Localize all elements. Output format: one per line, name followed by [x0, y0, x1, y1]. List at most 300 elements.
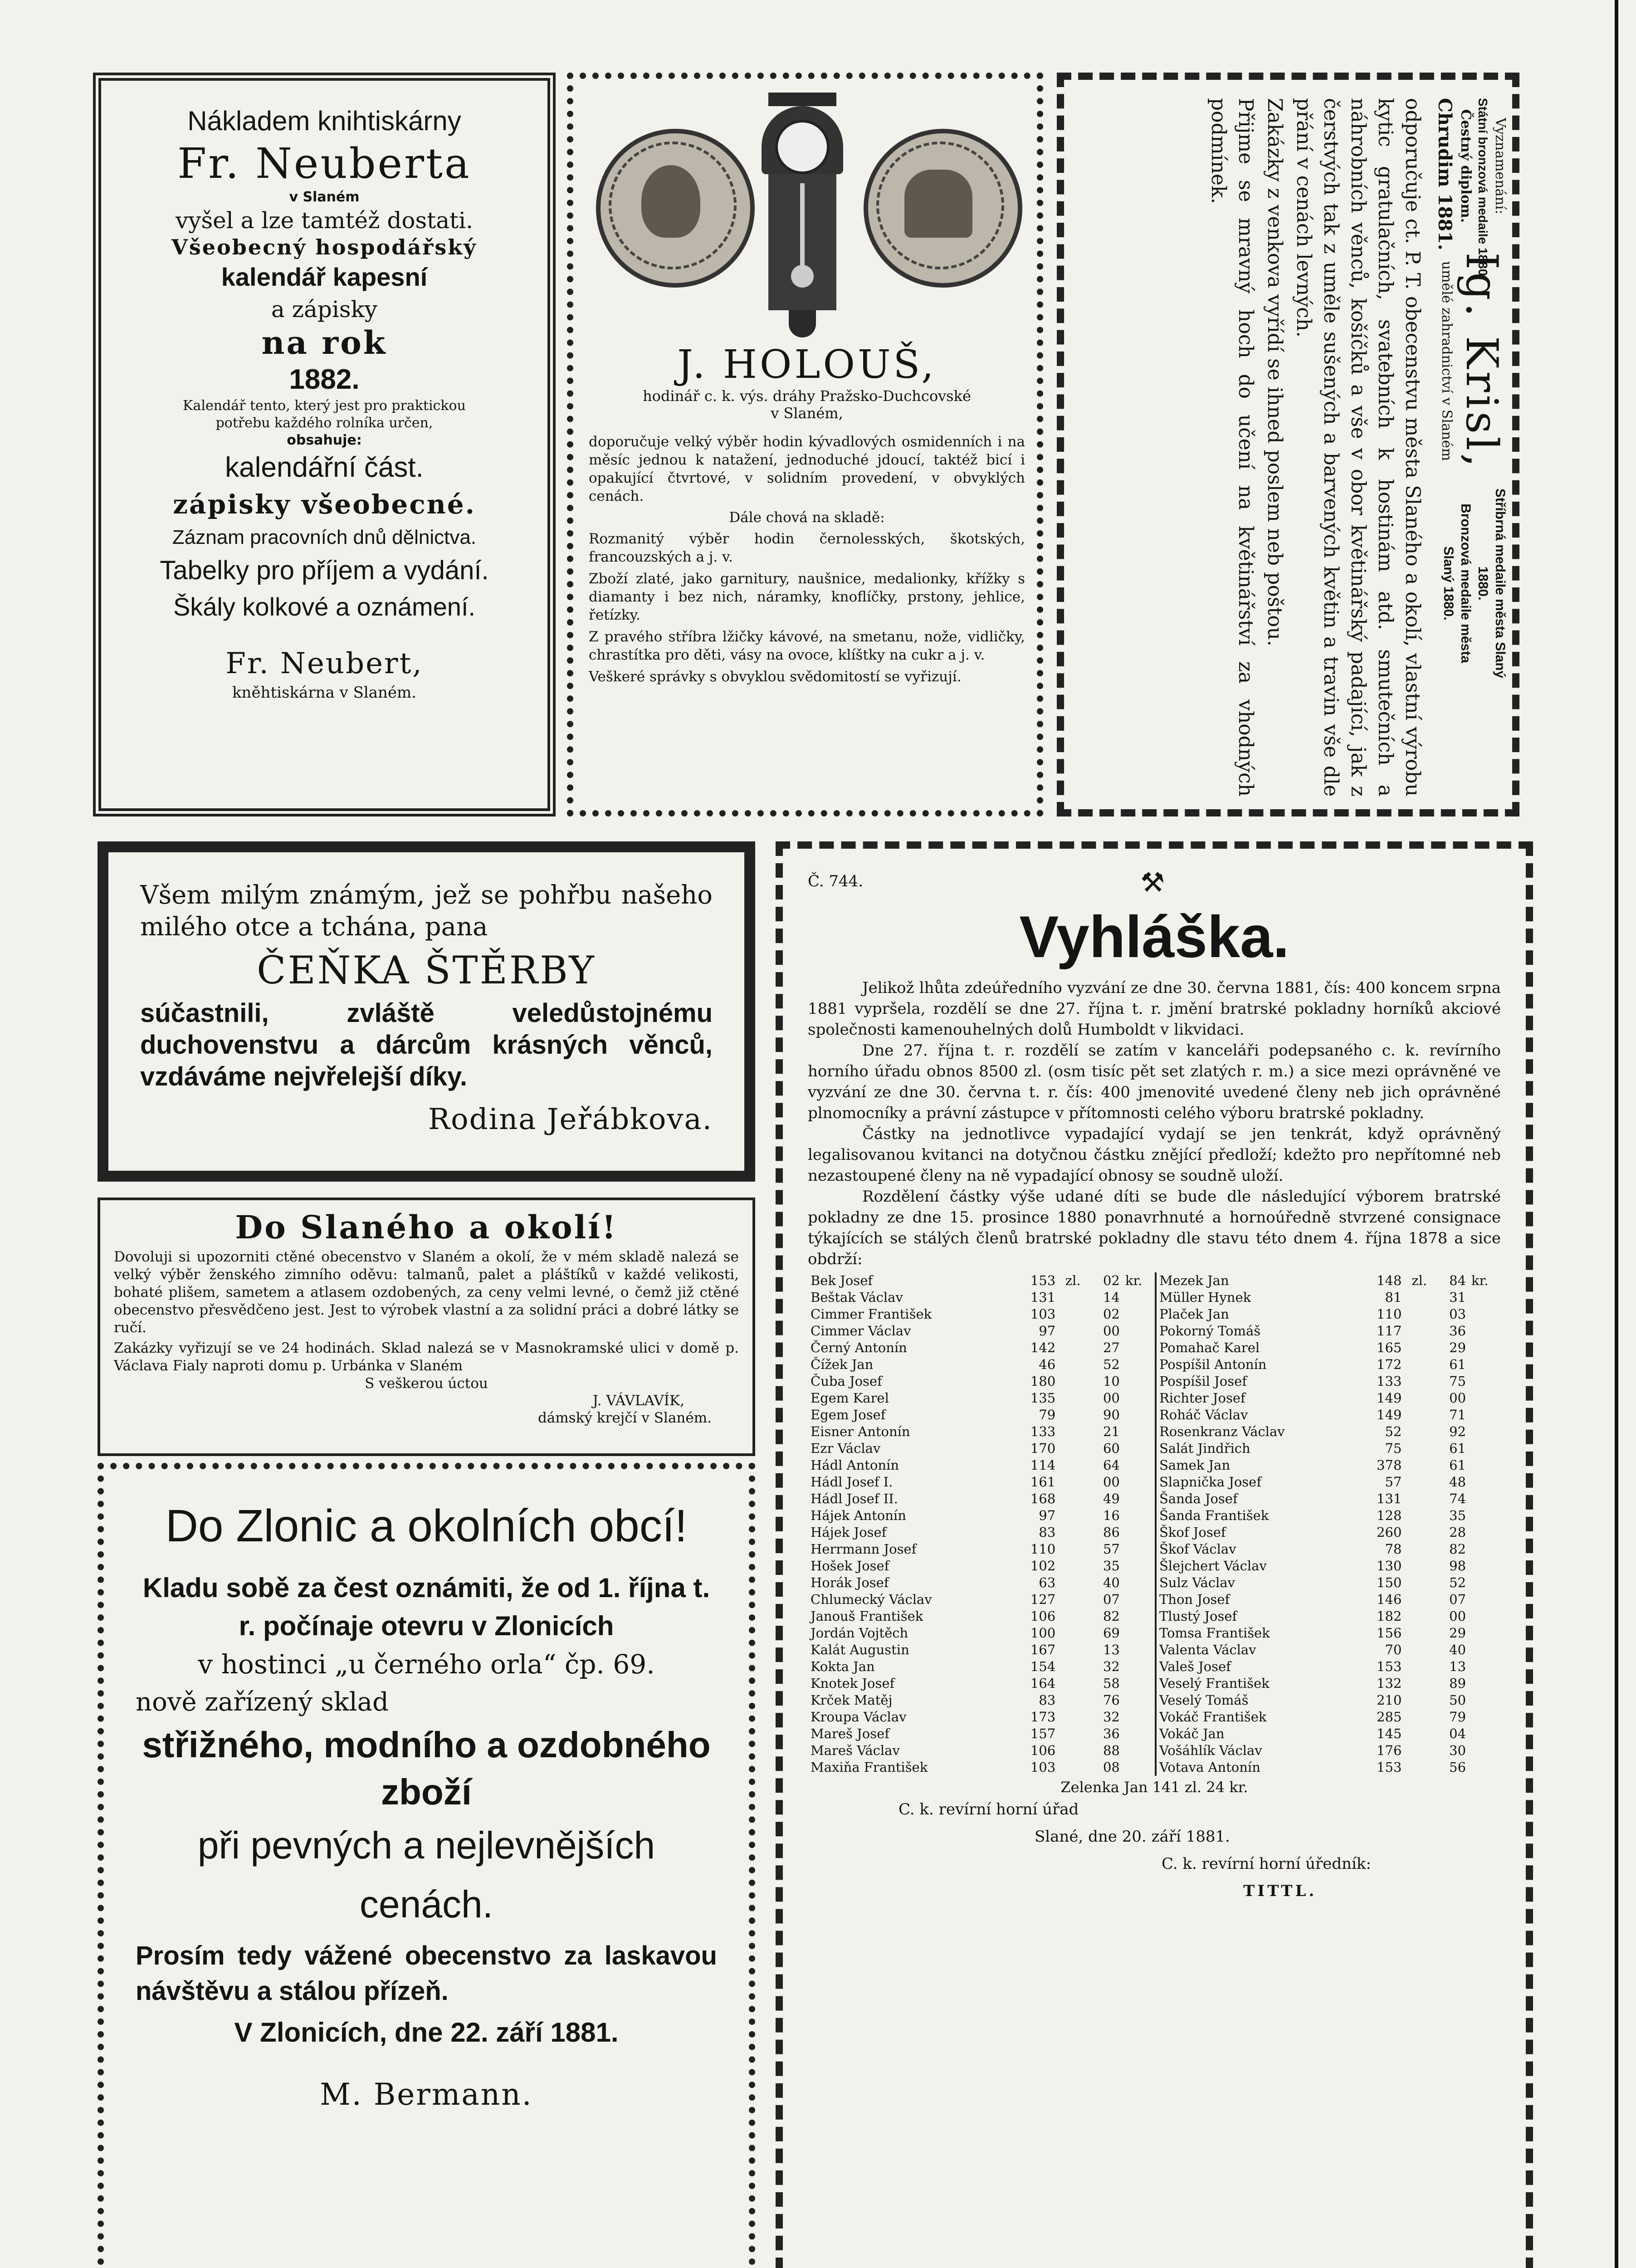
member-kr: 31 [1449, 1290, 1466, 1305]
member-kr: 36 [1449, 1323, 1466, 1339]
member-name: Pospíšil Antonín [1159, 1357, 1267, 1372]
member-kr: 40 [1449, 1642, 1466, 1657]
neubert-line-16: Tabelky pro příjem a vydání. [160, 556, 489, 585]
left_members-row [808, 1356, 1156, 1373]
right_members-row [1157, 1759, 1501, 1776]
member-sep [1058, 1457, 1088, 1474]
member-sep [1404, 1725, 1434, 1742]
right_members-row [1157, 1457, 1501, 1474]
zlonice-p2: v hostinci „u černého orla“ čp. 69. [198, 1649, 655, 1680]
zlonice-p3: nově zařízený sklad [136, 1687, 389, 1717]
member-zl: 63 [1039, 1575, 1056, 1590]
member-name: Pokorný Tomáš [1159, 1323, 1261, 1339]
left_members-row [808, 1608, 1156, 1625]
member-kr: 21 [1103, 1424, 1120, 1439]
right_members-row [1157, 1524, 1501, 1541]
right_members-row [1157, 1642, 1501, 1658]
right_members-row [1157, 1608, 1501, 1625]
member-kr: 00 [1103, 1390, 1120, 1406]
member-name: Čížek Jan [811, 1357, 874, 1372]
right_members-row [1157, 1574, 1501, 1591]
zlonice-p7: Prosím tedy vážené obecenstvo za laskavou návštěvu a stálou přízeň. [136, 1941, 717, 2006]
member-sep [1058, 1390, 1088, 1407]
member-zl: 117 [1377, 1323, 1402, 1339]
member-name: Hájek Josef [811, 1525, 887, 1540]
member-sep [1058, 1474, 1088, 1491]
neubert-signature-sub: kněhtiskárna v Slaném. [232, 684, 417, 702]
vyhlaska-paragraph-3: Částky na jednotlivce vypadající vydají se jen tenkrát, když oprávněný legalisovanou kvitanci na dotyčnou částku znějící předloží; kdežto pro nepřítomné neb nezastoupené členy na ně vypadající obnosy se soudně uloží. [808, 1125, 1501, 1185]
member-name: Veselý František [1159, 1676, 1270, 1691]
member-zl: 260 [1377, 1525, 1402, 1540]
member-kr: 36 [1103, 1726, 1120, 1741]
member-kr: 86 [1103, 1525, 1120, 1540]
member-zl: 153 [1377, 1760, 1402, 1775]
member-kr: 82 [1449, 1541, 1466, 1557]
right_members-row [1157, 1507, 1501, 1524]
member-name: Kalát Augustin [811, 1642, 909, 1657]
vyhlaska-office: C. k. revírní horní úřad [899, 1800, 1079, 1818]
krisl-medal-1: Stříbrná medaile města Slaný 1880. [1475, 488, 1508, 679]
member-kr: 69 [1103, 1625, 1120, 1641]
left_members-row [808, 1558, 1156, 1574]
member-sep [1058, 1491, 1088, 1507]
left_members-row [808, 1440, 1156, 1457]
krisl-honor-4: Chrudim 1881. [1434, 98, 1455, 250]
neubert-line-9: 1882. [289, 364, 360, 395]
zlonice-p1: Kladu sobě za čest oznámiti, že od 1. října t. r. počínaje otevru v Zlonicích [142, 1573, 710, 1641]
member-name: Černý Antonín [811, 1340, 907, 1355]
member-zl: 106 [1030, 1743, 1056, 1758]
member-zl: 102 [1030, 1558, 1056, 1574]
zlonice-ad [98, 1463, 755, 2268]
member-kr: 75 [1449, 1374, 1466, 1389]
member-zl: 133 [1030, 1424, 1056, 1439]
member-sep [1058, 1407, 1088, 1423]
member-sep [1058, 1373, 1088, 1390]
member-kr: 52 [1449, 1575, 1466, 1590]
member-name: Roháč Václav [1159, 1407, 1248, 1422]
member-sep [1058, 1625, 1088, 1642]
left_members-row [808, 1323, 1156, 1339]
member-sep [1058, 1289, 1088, 1306]
member-zl: 133 [1377, 1374, 1402, 1389]
member-kr: 90 [1103, 1407, 1120, 1422]
member-sep [1404, 1675, 1434, 1692]
left_members-row [808, 1591, 1156, 1608]
member-kr: 61 [1449, 1441, 1466, 1456]
member-name: Plaček Jan [1159, 1306, 1229, 1322]
member-name: Čuba Josef [811, 1374, 882, 1389]
member-zl: 103 [1030, 1306, 1056, 1322]
member-zl: 132 [1377, 1676, 1402, 1691]
left_members-row [808, 1423, 1156, 1440]
member-name: Richter Josef [1159, 1390, 1245, 1406]
member-name: Thon Josef [1159, 1592, 1230, 1607]
member-zl: 57 [1385, 1474, 1402, 1490]
vyhlaska-number: Č. 744. [808, 872, 864, 890]
krisl-medal-2: Bronzová medaile města Slaný 1880. [1441, 503, 1473, 663]
member-name: Maxiňa František [811, 1760, 928, 1775]
left_members-row [808, 1642, 1156, 1658]
member-zl: 173 [1030, 1709, 1056, 1725]
member-zl: 83 [1039, 1692, 1056, 1708]
neubert-line-14: zápisky všeobecné. [173, 489, 476, 520]
wall-clock-icon [750, 93, 855, 347]
member-sep [1058, 1524, 1088, 1541]
left_members-row [808, 1574, 1156, 1591]
member-name: Valeš Josef [1159, 1659, 1231, 1674]
member-kr: 10 [1103, 1374, 1120, 1389]
member-sep [1058, 1642, 1088, 1658]
left_members-row [808, 1742, 1156, 1759]
krisl-honor-3: Čestný diplom. [1458, 109, 1474, 223]
member-zl: 153 [1030, 1273, 1056, 1288]
member-zl: 110 [1030, 1541, 1056, 1557]
member-kr: 07 [1449, 1592, 1466, 1607]
slany-signature: J. VÁVLAVÍK, [592, 1393, 684, 1409]
member-kr: 61 [1449, 1357, 1466, 1372]
member-zl: 97 [1039, 1508, 1056, 1523]
vyhlaska-extra: Zelenka Jan 141 zl. 24 kr. [1060, 1779, 1248, 1796]
member-zl: 149 [1377, 1407, 1402, 1422]
member-sep [1404, 1709, 1434, 1725]
member-kr: 57 [1103, 1541, 1120, 1557]
member-zl: 103 [1030, 1760, 1056, 1775]
member-sep [1404, 1692, 1434, 1709]
member-name: Hádl Josef I. [811, 1474, 893, 1490]
member-sep [1058, 1658, 1088, 1675]
holous-paragraph-1: doporučuje velký výběr hodin kývadlových osmidenních i na měsíc jednou k natažení, jednoduché jdoucí, taktéž bicí i opakující čtvrtové, v solidním provedení, v obvyklých cenách. [589, 434, 1025, 504]
member-sep [1404, 1558, 1434, 1574]
member-kr: 03 [1449, 1306, 1466, 1322]
member-kr: 13 [1449, 1659, 1466, 1674]
page-edge-line [1615, 0, 1618, 2268]
member-name: Chlumecký Václav [811, 1592, 932, 1607]
member-kr: 49 [1103, 1491, 1120, 1506]
holous-paragraph-4: Zboží zlaté, jako garnitury, naušnice, medalionky, křížky s diamanty i bez nich, náramky, knoflíčky, prstony, jehlice, řetízky. [589, 571, 1025, 623]
member-kr: 35 [1103, 1558, 1120, 1574]
medal-allegory-right [864, 129, 1022, 288]
medal-portrait-left [596, 129, 755, 288]
member-name: Hádl Josef II. [811, 1491, 898, 1506]
right_members-row [1157, 1407, 1501, 1423]
member-name: Hádl Antonín [811, 1457, 899, 1473]
member-sep [1404, 1440, 1434, 1457]
member-sep [1058, 1591, 1088, 1608]
member-sep [1404, 1625, 1434, 1642]
member-zl: 83 [1039, 1525, 1056, 1540]
sterba-name: ČEŇKA ŠTĚRBY [257, 948, 596, 992]
member-kr: 40 [1103, 1575, 1120, 1590]
right_members-row [1157, 1423, 1501, 1440]
member-zl: 180 [1030, 1374, 1056, 1389]
member-name: Valenta Václav [1159, 1642, 1256, 1657]
member-sep [1404, 1390, 1434, 1407]
member-name: Egem Karel [811, 1390, 889, 1406]
slany-body-2: Zakázky vyřizují se ve 24 hodinách. Sklad nalezá se v Masnokramské ulici v domě p. Václava Fialy naproti domu p. Urbánka v Slaném [114, 1340, 739, 1374]
member-zl: 378 [1377, 1457, 1402, 1473]
member-kr: 58 [1103, 1676, 1120, 1691]
member-kr: 29 [1449, 1340, 1466, 1355]
member-sep [1404, 1541, 1434, 1558]
member-kr: 60 [1103, 1441, 1120, 1456]
currency-kr-header: kr. [1125, 1273, 1143, 1288]
member-sep [1058, 1675, 1088, 1692]
member-sep [1404, 1759, 1434, 1776]
left_members-row [808, 1507, 1156, 1524]
member-zl: 131 [1030, 1290, 1056, 1305]
member-sep: zl. [1411, 1273, 1427, 1288]
left_members-row [808, 1625, 1156, 1642]
member-kr: 02 [1103, 1273, 1120, 1288]
member-zl: 176 [1377, 1743, 1402, 1758]
right_members-row [1157, 1491, 1501, 1507]
member-name: Knotek Josef [811, 1676, 895, 1691]
left_members-row [808, 1725, 1156, 1742]
member-kr: 35 [1449, 1508, 1466, 1523]
member-sep [1058, 1725, 1088, 1742]
right_members-row [1157, 1474, 1501, 1491]
member-zl: 161 [1030, 1474, 1056, 1490]
holous-ad [567, 73, 1043, 816]
member-zl: 168 [1030, 1491, 1056, 1506]
member-kr: 08 [1103, 1760, 1120, 1775]
member-kr: 61 [1449, 1457, 1466, 1473]
member-zl: 130 [1377, 1558, 1402, 1574]
member-kr: 71 [1449, 1407, 1466, 1422]
zlonice-title: Do Zlonic a okolních obcí! [165, 1501, 688, 1551]
member-zl: 164 [1030, 1676, 1056, 1691]
member-sep [1404, 1457, 1434, 1474]
left_members-row [808, 1306, 1156, 1323]
zlonice-p4: střižného, modního a ozdobného [142, 1725, 711, 1765]
member-zl: 156 [1377, 1625, 1402, 1641]
right_members-row [1157, 1339, 1501, 1356]
left_members-row [808, 1541, 1156, 1558]
member-kr: 00 [1103, 1474, 1120, 1490]
holous-paragraph-2: Dále chová na skladě: [729, 509, 885, 526]
member-sep: zl. [1065, 1273, 1081, 1288]
member-name: Tlustý Josef [1159, 1608, 1237, 1624]
neubert-ad [93, 73, 556, 816]
member-zl: 153 [1377, 1659, 1402, 1674]
member-sep [1404, 1642, 1434, 1658]
member-kr: 28 [1449, 1525, 1466, 1540]
member-zl: 106 [1030, 1608, 1056, 1624]
member-name: Slapnička Josef [1159, 1474, 1262, 1490]
member-zl: 79 [1039, 1407, 1056, 1422]
member-zl: 110 [1377, 1306, 1402, 1322]
left_members-row [808, 1272, 1156, 1289]
zlonice-signature: M. Bermann. [320, 2077, 533, 2112]
krisl-body-3: Přijme se mravný hoch do učení na květinářství za vhodných podmínek. [1207, 98, 1257, 797]
left_members-row [808, 1457, 1156, 1474]
member-sep [1404, 1524, 1434, 1541]
neubert-line-3: v Slaném [289, 189, 360, 205]
slany-title: Do Slaného a okolí! [235, 1208, 618, 1246]
member-sep [1058, 1692, 1088, 1709]
member-kr: 56 [1449, 1760, 1466, 1775]
vyhlaska-paragraph-2: Dne 27. října t. r. rozdělí se zatím v kanceláři podepsaného c. k. revírního horního úřadu obnos 8500 zl. (osm tisíc pět set zlatých r. m.) a sice mezi oprávněné ve vyzvání ze dne 30. června t. r. čís: 400 jmenovité uvedené členy neb jich oprávněné plnomocníky a právní zástupce v přítomnosti celého výboru bratrské pokladny. [808, 1041, 1501, 1122]
member-name: Jordán Vojtěch [811, 1625, 908, 1641]
member-sep [1058, 1507, 1088, 1524]
member-zl: 285 [1377, 1709, 1402, 1725]
holous-name: J. HOLOUŠ, [677, 342, 937, 387]
member-zl: 97 [1039, 1323, 1056, 1339]
member-zl: 70 [1385, 1642, 1402, 1657]
member-kr: 88 [1103, 1743, 1120, 1758]
members-table-right [1157, 1272, 1501, 1776]
slany-body: Dovoluji si upozorniti ctěné obecenstvo v Slaném a okolí, že v mém skladě nalezá se velký výběr ženského zimního oděvu: talmanů, palet a pláštíků v každé velikosti, bohaté plišem, sametem a atlasem ozdobených, za ceny velmi levné, o čemž již ctěné obecenstvo přesvědčeno jest. Jest to výrobek vlastní a za solidní práci a dobré látky se ručí. [114, 1249, 739, 1336]
left_members-row [808, 1759, 1156, 1776]
neubert-signature: Fr. Neubert, [225, 647, 423, 680]
member-zl: 135 [1030, 1390, 1056, 1406]
zlonice-p6: při pevných a nejlevnějších cenách. [197, 1824, 655, 1926]
member-name: Veselý Tomáš [1159, 1692, 1249, 1708]
left_members-row [808, 1289, 1156, 1306]
member-kr: 48 [1449, 1474, 1466, 1490]
member-name: Šanda Josef [1159, 1491, 1238, 1506]
vyhlaska-paragraph-1: Jelikož lhůta zdeúředního vyzvání ze dne 30. června 1881, čís: 400 koncem srpna 1881 vypršela, rozdělí se dne 27. října t. r. jmění bratrské pokladny horníků akciové společnosti kamenouhelných dolů Humboldt v likvidaci. [808, 979, 1501, 1039]
member-name: Rosenkranz Václav [1159, 1424, 1285, 1439]
vyhlaska-title: Vyhláška. [1019, 904, 1289, 970]
member-zl: 81 [1385, 1290, 1402, 1305]
neubert-line-10: Kalendář tento, který jest pro praktickou [183, 398, 466, 414]
member-zl: 182 [1377, 1608, 1402, 1624]
member-kr: 27 [1103, 1340, 1120, 1355]
left_members-row [808, 1407, 1156, 1423]
member-sep [1058, 1541, 1088, 1558]
member-name: Vošáhlík Václav [1159, 1743, 1262, 1758]
left_members-row [808, 1692, 1156, 1709]
right_members-row [1157, 1289, 1501, 1306]
member-sep [1404, 1339, 1434, 1356]
member-kr: 00 [1103, 1323, 1120, 1339]
vyhlaska-ad [776, 841, 1533, 2268]
member-zl: 172 [1377, 1357, 1402, 1372]
neubert-line-1: Nákladem knihtiskárny [187, 106, 461, 136]
member-sep [1404, 1608, 1434, 1625]
member-sep [1058, 1742, 1088, 1759]
member-sep [1404, 1491, 1434, 1507]
right_members-row [1157, 1390, 1501, 1407]
member-kr: 79 [1449, 1709, 1466, 1725]
member-sep [1058, 1306, 1088, 1323]
member-name: Krček Matěj [811, 1692, 893, 1708]
member-zl: 78 [1385, 1541, 1402, 1557]
member-sep [1404, 1474, 1434, 1491]
left_members-row [808, 1390, 1156, 1407]
member-zl: 46 [1039, 1357, 1056, 1372]
member-sep [1404, 1658, 1434, 1675]
member-name: Pospíšil Josef [1159, 1374, 1247, 1389]
member-zl: 127 [1030, 1592, 1056, 1607]
right_members-row [1157, 1541, 1501, 1558]
neubert-line-5: Všeobecný hospodářský [171, 235, 477, 259]
left_members-row [808, 1524, 1156, 1541]
left_members-row [808, 1339, 1156, 1356]
krisl-ad [1057, 73, 1519, 816]
member-sep [1058, 1709, 1088, 1725]
member-kr: 16 [1103, 1508, 1120, 1523]
left_members-row [808, 1491, 1156, 1507]
slany-signature-sub: dámský krejčí v Slaném. [537, 1410, 712, 1426]
member-name: Tomsa František [1159, 1625, 1270, 1641]
member-zl: 100 [1030, 1625, 1056, 1641]
member-sep [1058, 1558, 1088, 1574]
member-kr: 76 [1103, 1692, 1120, 1708]
member-name: Pomahač Karel [1159, 1340, 1260, 1355]
member-name: Beštak Václav [811, 1290, 903, 1305]
member-kr: 07 [1103, 1592, 1120, 1607]
member-sep [1404, 1423, 1434, 1440]
right_members-row [1157, 1356, 1501, 1373]
neubert-line-8: na rok [261, 324, 387, 362]
left_members-row [808, 1373, 1156, 1390]
sterba-text-1: Všem milým známým, jež se pohřbu našeho milého otce a tchána, pana [140, 880, 713, 942]
member-zl: 142 [1030, 1340, 1056, 1355]
member-zl: 154 [1030, 1659, 1056, 1674]
member-sep [1404, 1407, 1434, 1423]
right_members-row [1157, 1658, 1501, 1675]
member-zl: 128 [1377, 1508, 1402, 1523]
member-sep [1058, 1608, 1088, 1625]
member-sep [1404, 1574, 1434, 1591]
member-kr: 82 [1103, 1608, 1120, 1624]
member-zl: 52 [1385, 1424, 1402, 1439]
member-zl: 165 [1377, 1340, 1402, 1355]
member-zl: 167 [1030, 1642, 1056, 1657]
right_members-row [1157, 1725, 1501, 1742]
member-name: Herrmann Josef [811, 1541, 917, 1557]
member-sep [1058, 1356, 1088, 1373]
neubert-line-13: kalendářní část. [225, 452, 424, 483]
member-kr: 52 [1103, 1357, 1120, 1372]
vyhlaska-paragraph-4: Rozdělení částky výše udané díti se bude dle následující výborem bratrské pokladny ze dne 15. prosince 1880 ponavrhnuté a hornoúředně stvrzené consignace týkajících se stálých členů bratrské pokladny dle stavu této dnem 4. října 1878 a sice obdrží: [808, 1188, 1501, 1268]
member-kr: 00 [1449, 1608, 1466, 1624]
member-name: Salát Jindřich [1159, 1441, 1250, 1456]
member-kr: 30 [1449, 1743, 1466, 1758]
member-kr: 04 [1449, 1726, 1466, 1741]
right_members-row [1157, 1323, 1501, 1339]
right_members-row [1157, 1272, 1501, 1289]
member-name: Egem Josef [811, 1407, 886, 1422]
member-sep [1404, 1742, 1434, 1759]
member-kr: 13 [1103, 1642, 1120, 1657]
right_members-row [1157, 1625, 1501, 1642]
member-kr: 89 [1449, 1676, 1466, 1691]
neubert-line-11: potřebu každého rolníka určen, [215, 415, 433, 431]
member-kr: 64 [1103, 1457, 1120, 1473]
vyhlaska-official: C. k. revírní horní úředník: [1162, 1855, 1371, 1873]
right_members-row [1157, 1373, 1501, 1390]
crossed-hammers-icon: ⚒ [1140, 867, 1165, 899]
member-name: Vokáč František [1159, 1709, 1267, 1725]
member-name: Bek Josef [811, 1273, 873, 1288]
neubert-line-7: a zápisky [271, 296, 378, 323]
member-name: Šanda František [1159, 1508, 1269, 1523]
member-sep [1058, 1759, 1088, 1776]
member-zl: 149 [1377, 1390, 1402, 1406]
member-zl: 114 [1030, 1457, 1056, 1473]
member-sep [1058, 1339, 1088, 1356]
member-kr: 50 [1449, 1692, 1466, 1708]
member-name: Hájek Antonín [811, 1508, 906, 1523]
right_members-row [1157, 1742, 1501, 1759]
member-sep [1404, 1306, 1434, 1323]
holous-place: v Slaném, [771, 405, 843, 422]
member-name: Mareš Václav [811, 1743, 900, 1758]
